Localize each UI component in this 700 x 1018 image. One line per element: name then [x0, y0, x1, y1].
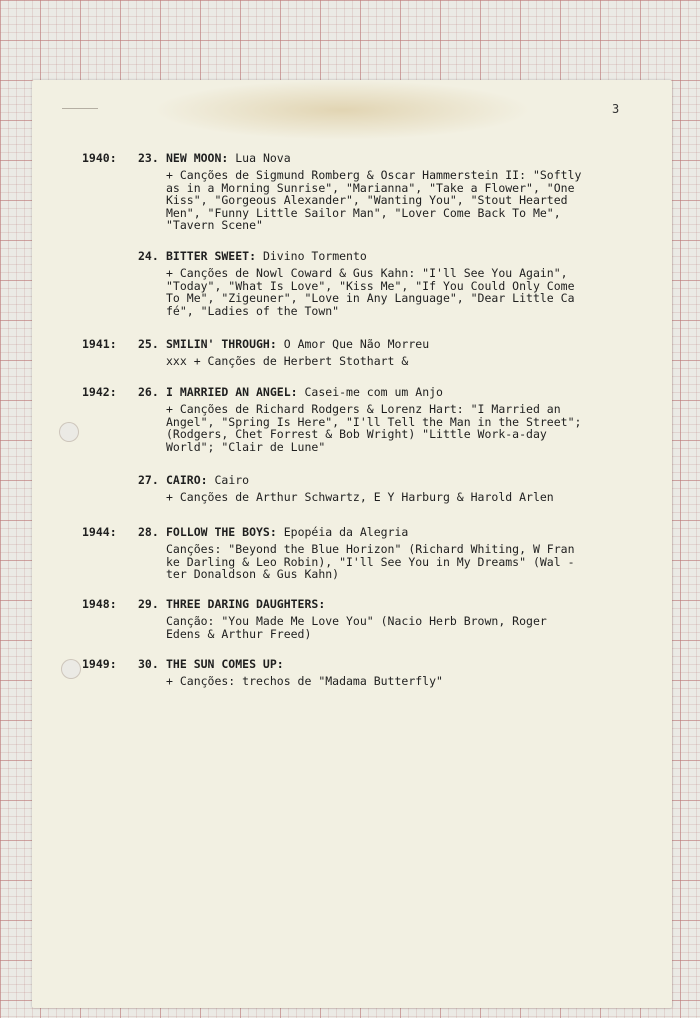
entry-title	[166, 338, 429, 351]
entry-songs-line: fé", "Ladies of the Town"	[166, 303, 340, 318]
entry-title	[166, 152, 291, 165]
entry-songs	[166, 267, 636, 317]
entry-songs-line: World"; "Clair de Lune"	[166, 439, 326, 454]
entry-songs-line: "Today", "What Is Love", "Kiss Me", "If You Could Only Come	[166, 278, 575, 293]
punch-hole	[61, 659, 81, 679]
entry-title-portuguese: Epopéia da Alegria	[283, 525, 409, 539]
entry-title-original: THE SUN COMES UP:	[166, 657, 284, 671]
entry-title-portuguese: Cairo	[214, 473, 250, 487]
entry-songs	[166, 491, 636, 504]
entry-songs	[166, 403, 636, 453]
punch-hole	[59, 422, 79, 442]
entry-year: 1940:	[82, 151, 117, 165]
entry-songs-line: Canção: "You Made Me Love You" (Nacio Herb Brown, Roger	[166, 614, 547, 628]
entry-songs-line: To Me", "Zigeuner", "Love in Any Language", "Dear Little Ca	[166, 291, 575, 305]
entry-songs-line: + Canções de Nowl Coward & Gus Kahn: "I'll See You Again",	[166, 266, 568, 280]
entry-title	[166, 250, 367, 263]
entry-songs-line: + Canções de Sigmund Romberg & Oscar Hammerstein II: "Softly	[166, 168, 582, 182]
entry-songs-line: Angel", "Spring Is Here", "I'll Tell the Man in the Street";	[166, 414, 582, 429]
entry-songs-line: "Tavern Scene"	[166, 218, 263, 232]
entry-title-portuguese: Casei-me com um Anjo	[304, 385, 443, 399]
entry-number: 26.	[138, 385, 159, 399]
entry-year: 1941:	[82, 337, 117, 351]
entry-songs	[166, 615, 636, 640]
entry-songs	[166, 675, 636, 688]
pencil-mark	[62, 108, 98, 109]
entry-year: 1944:	[82, 525, 117, 539]
entry-title-original: BITTER SWEET:	[166, 249, 257, 263]
entry-title-original: FOLLOW THE BOYS:	[166, 525, 277, 539]
entry-number: 30.	[138, 657, 159, 671]
entry-songs	[166, 169, 636, 232]
entry-songs-line: as in a Morning Sunrise", "Marianna", "Take a Flower", "One	[166, 180, 575, 195]
entry-songs-line: + Canções: trechos de "Madama Butterfly"	[166, 674, 443, 688]
entry-songs-line: Edens & Arthur Freed)	[166, 626, 312, 641]
page-number: 3	[612, 102, 620, 116]
entry-title-portuguese: O Amor Que Não Morreu	[283, 337, 430, 351]
entry-year: 1942:	[82, 385, 117, 399]
entry-title-portuguese: Lua Nova	[235, 151, 291, 165]
entry-number: 23.	[138, 151, 159, 165]
entry-songs-line: + Canções de Arthur Schwartz, E Y Harburg & Harold Arlen	[166, 490, 554, 504]
entry-songs-line: (Rodgers, Chet Forrest & Bob Wright) "Little Work-a-day	[166, 427, 547, 441]
entry-title-portuguese: Divino Tormento	[262, 249, 367, 263]
entry-title-original: NEW MOON:	[166, 151, 229, 165]
entry-year: 1949:	[82, 657, 117, 671]
entry-number: 27.	[138, 473, 159, 487]
paper-stain	[152, 80, 532, 140]
entry-songs-line: ke Darling & Leo Robin), "I'll See You in My Dreams" (Wal -	[166, 554, 575, 569]
entry-songs	[166, 543, 636, 581]
entry-number: 28.	[138, 525, 159, 539]
entry-number: 29.	[138, 597, 159, 611]
entry-songs-line: Kiss", "Gorgeous Alexander", "Wanting You", "Stout Hearted	[166, 193, 568, 207]
entry-title-original: I MARRIED AN ANGEL:	[166, 385, 298, 399]
entry-title	[166, 386, 443, 399]
entry-title-original: THREE DARING DAUGHTERS:	[166, 597, 326, 611]
entry-title	[166, 658, 284, 671]
entry-number: 24.	[138, 249, 159, 263]
entry-title-original: SMILIN' THROUGH:	[166, 337, 277, 351]
entry-title	[166, 598, 325, 611]
entry-songs-line: ter Donaldson & Gus Kahn)	[166, 567, 340, 581]
entry-title-original: CAIRO:	[166, 473, 208, 487]
entry-songs-line: + Canções de Richard Rodgers & Lorenz Hart: "I Married an	[166, 402, 561, 416]
entry-songs	[166, 355, 636, 368]
entry-title	[166, 474, 249, 487]
entry-songs-line: Canções: "Beyond the Blue Horizon" (Richard Whiting, W Fran	[166, 542, 575, 556]
entry-songs-line: xxx + Canções de Herbert Stothart &	[166, 354, 409, 368]
entry-title	[166, 526, 408, 539]
entry-year: 1948:	[82, 597, 117, 611]
entry-number: 25.	[138, 337, 159, 351]
entry-songs-line: Men", "Funny Little Sailor Man", "Lover Come Back To Me",	[166, 205, 561, 220]
document-page	[32, 80, 672, 1008]
